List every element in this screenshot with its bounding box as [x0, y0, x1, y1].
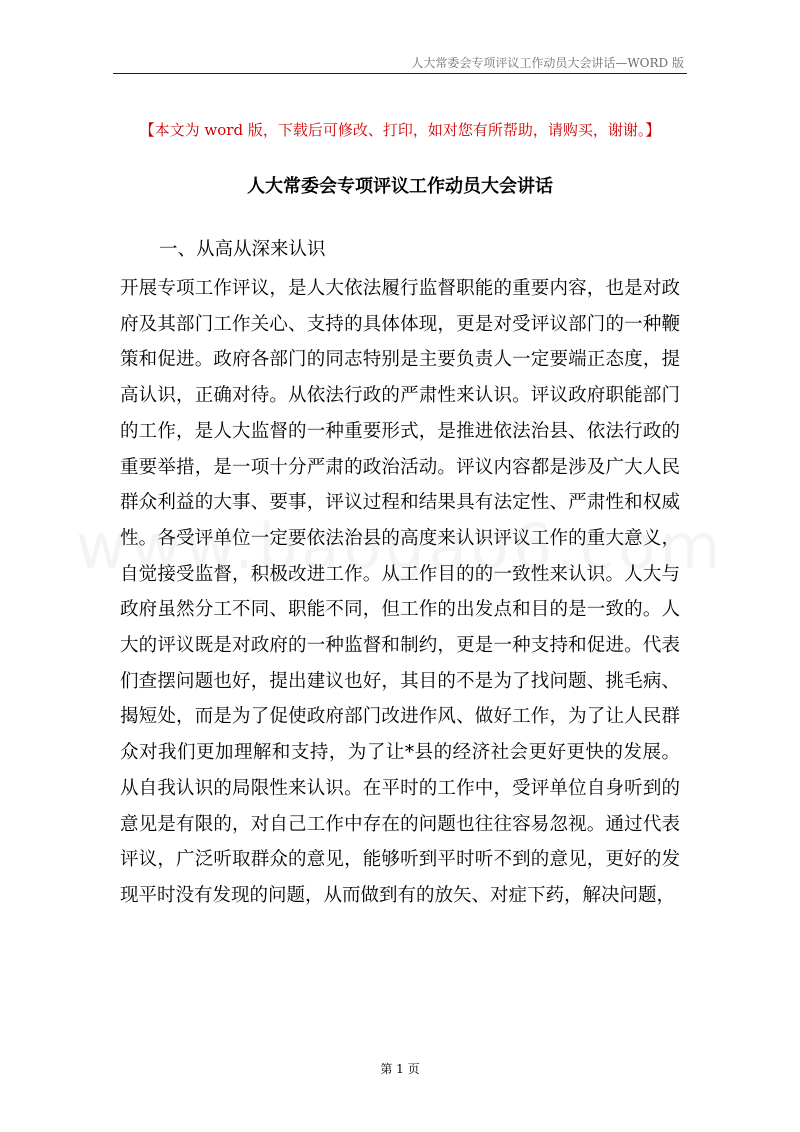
section-heading: 一、从高从深来认识: [159, 239, 326, 260]
running-header: 人大常委会专项评议工作动员大会讲话—WORD 版: [411, 56, 684, 70]
page-number: 第 1 页: [380, 1062, 420, 1076]
document-title: 人大常委会专项评议工作动员大会讲话: [247, 176, 553, 197]
purchase-notice: 【本文为 word 版，下载后可修改、打印，如对您有所帮助，请购买，谢谢。】: [139, 121, 661, 139]
body-paragraph: 开展专项工作评议，是人大依法履行监督职能的重要内容，也是对政府及其部门工作关心、支持的具体体现，更是对受评议部门的一种鞭策和促进。政府各部门的同志特别是主要负责人一定要端正态度，提高认识，正确对待。从依法行政的严肃性来认识。评议政府职能部门的工作，是人大监督的一种重要形式，是推进依法治县、依法行政的重要举措，是一项十分严肃的政治活动。评议内容都是涉及广大人民群众利益的大事、要事，评议过程和结果具有法定性、严肃性和权威性。各受评单位一定要依法治县的高度来认识评议工作的重大意义，自觉接受监督，积极改进工作。从工作目的的一致性来认识。人大与政府虽然分工不同、职能不同，但工作的出发点和目的是一致的。人大的评议既是对政府的一种监督和制约，更是一种支持和促进。代表们查摆问题也好，提出建议也好，其目的不是为了找问题、挑毛病、揭短处，而是为了促使政府部门改进作风、做好工作，为了让人民群众对我们更加理解和支持，为了让*县的经济社会更好更快的发展。从自我认识的局限性来认识。在平时的工作中，受评单位自身听到的意见是有限的，对自己工作中存在的问题也往往容易忽视。通过代表评议，广泛听取群众的意见，能够听到平时听不到的意见，更好的发现平时没有发现的问题，从而做到有的放矢、对症下药，解决问题，: [120, 278, 680, 906]
header-divider: [113, 73, 687, 74]
